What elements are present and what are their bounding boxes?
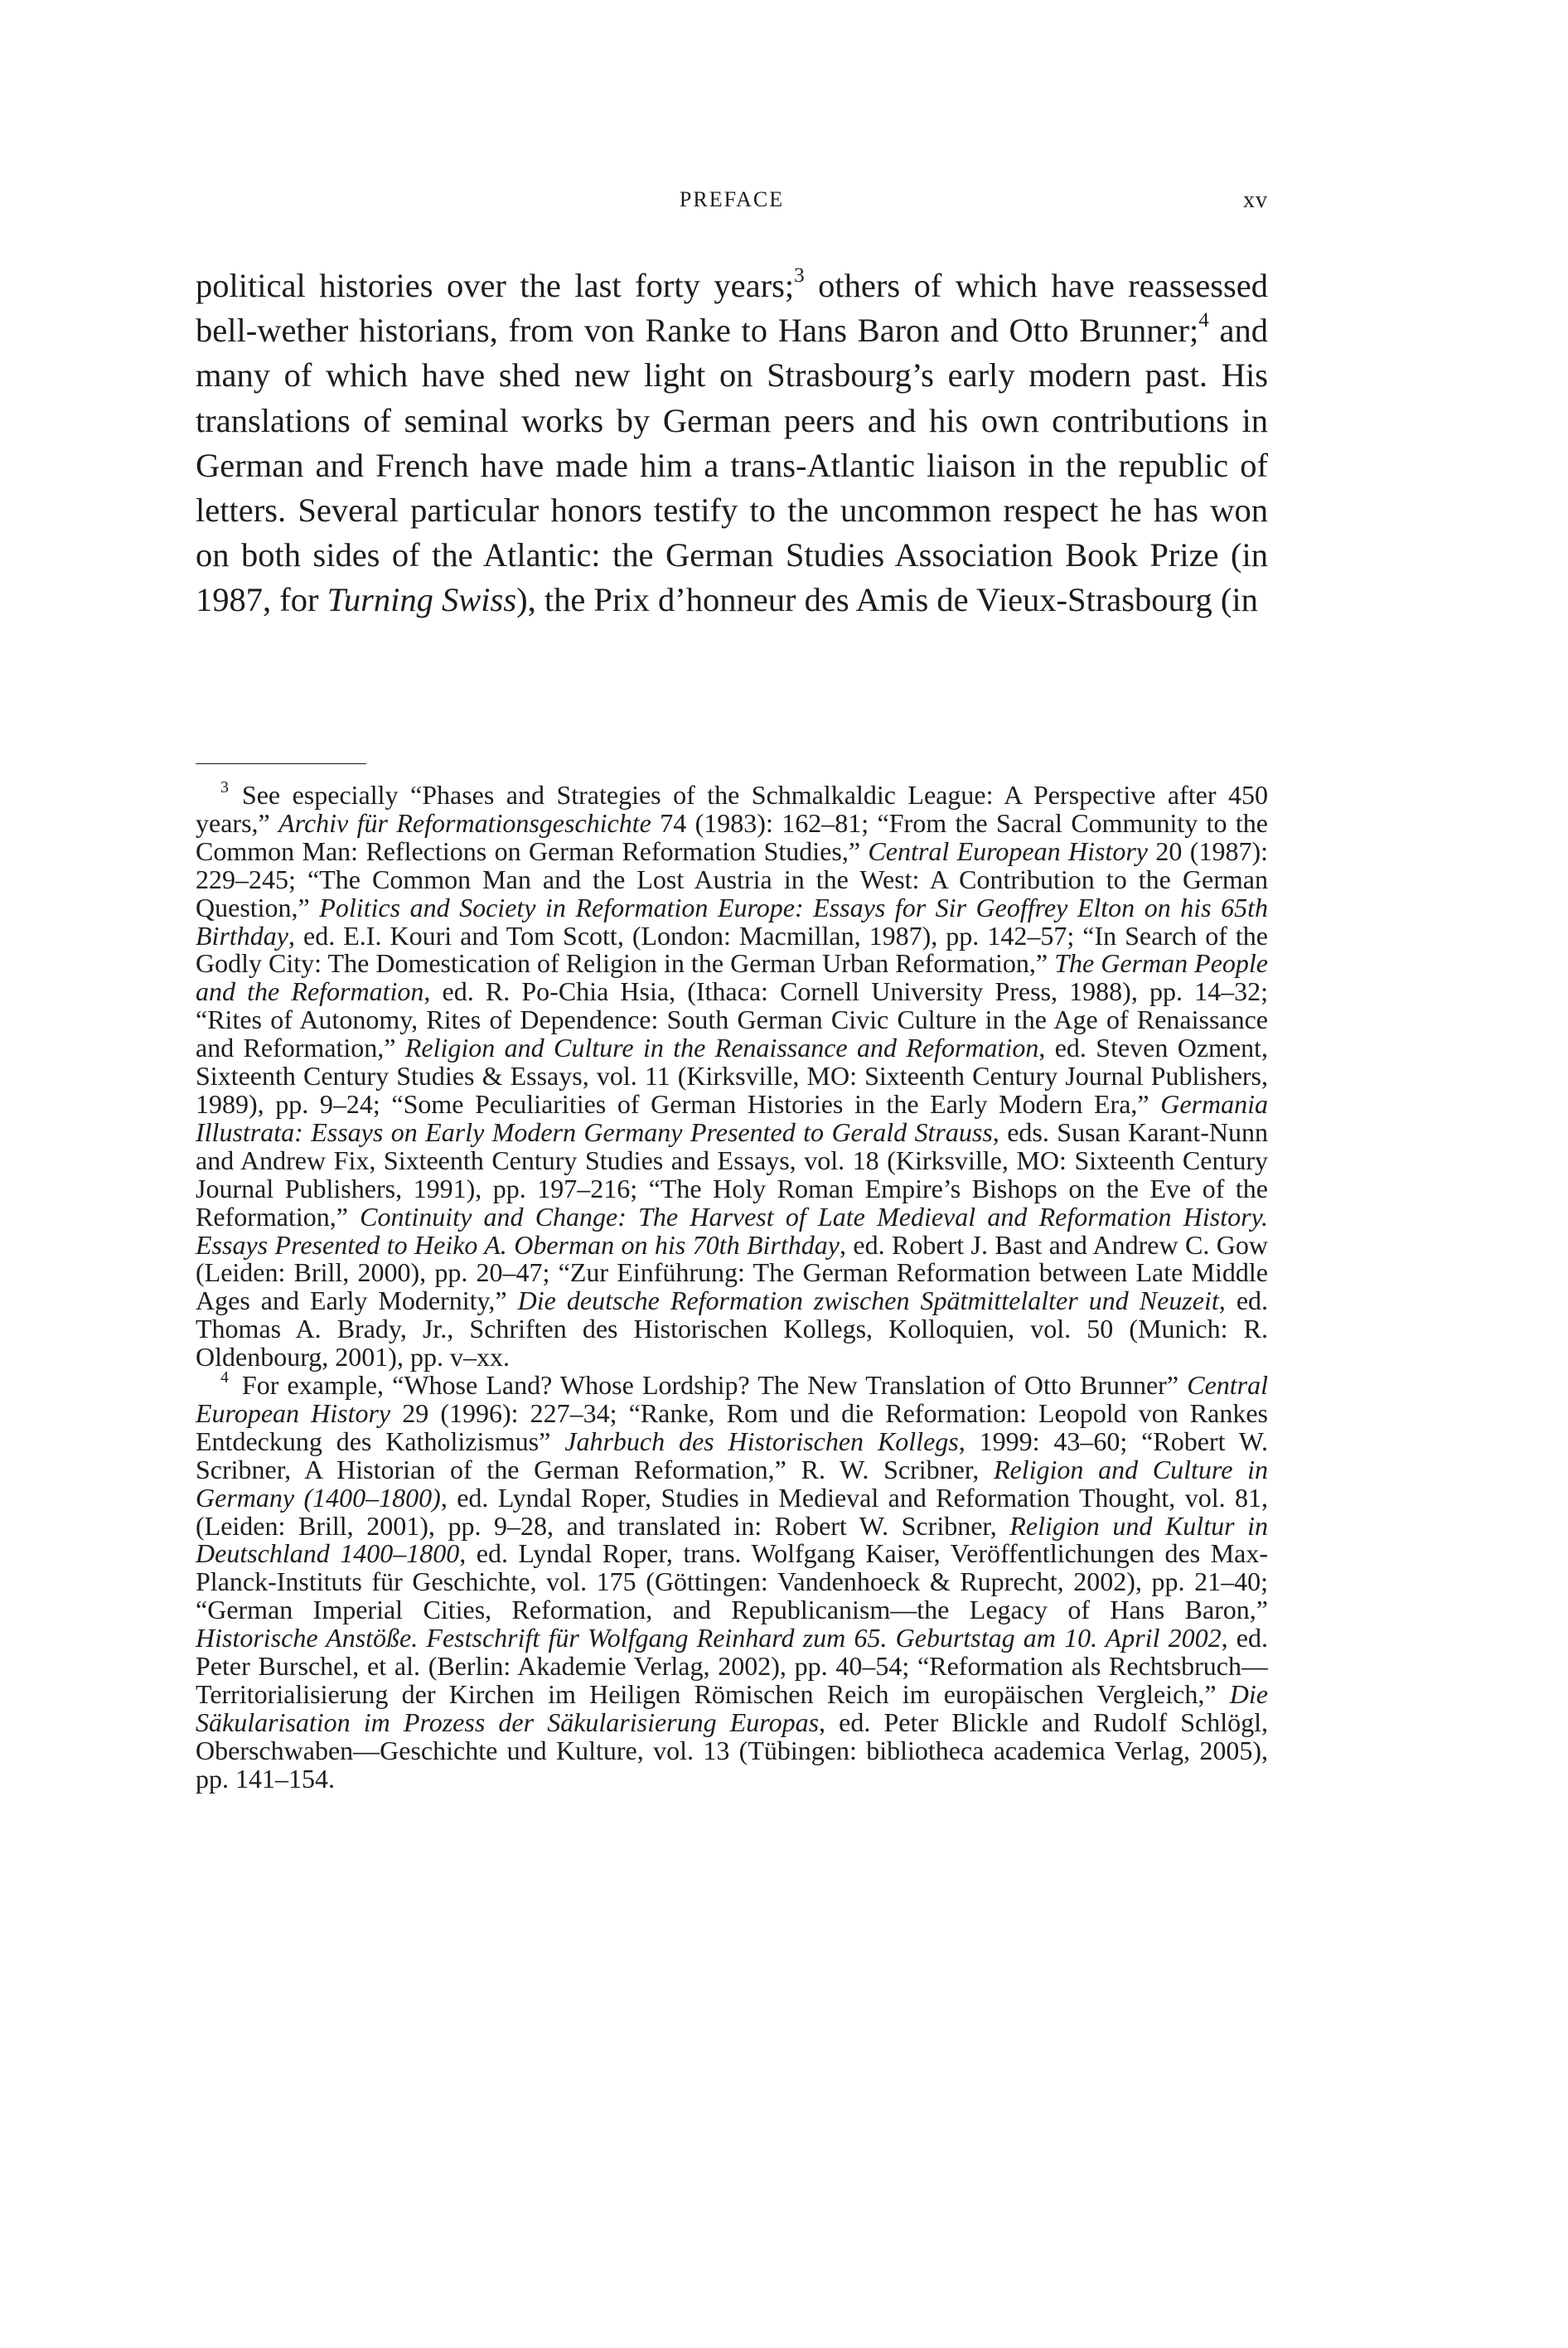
cited-title: Germania Illustrata: Essays on Early Modern Germany Presented to Gerald Strauss — [196, 1088, 1268, 1147]
footnote-text-run: , 1999: 43–60; “Robert W. Scribner, A Historian of the German Reformation,” R. W. Scribner, — [196, 1426, 1269, 1484]
footnote-number: 3 — [220, 777, 229, 796]
footnote-separator — [196, 763, 366, 764]
footnote-number: 4 — [220, 1368, 229, 1387]
cited-title: Die Säkularisation im Prozess der Säkularisierung Europas — [196, 1679, 1268, 1737]
cited-title: Archiv für Reformationsgeschichte — [278, 807, 651, 838]
footnote-text-run: , ed. Robert J. Bast and Andrew C. Gow (Leiden: Brill, 2000), pp. 20–47; “Zur Einführung: The German Reformation between Late Middle Ages and Early Modernity,” — [196, 1229, 1269, 1316]
running-head — [196, 187, 1268, 220]
cited-title: Religion and Culture in the Renaissance and Reformation — [404, 1033, 1039, 1063]
footnote-ref-3: 3 — [794, 264, 805, 287]
cited-title: The German People and the Reformation — [196, 948, 1269, 1007]
footnote-3 — [196, 777, 1269, 1372]
cited-title: Religion und Kultur in Deutschland 1400–1800 — [196, 1510, 1269, 1569]
footnote-text-run: , eds. Susan Karant-Nunn and Andrew Fix, Sixteenth Century Studies and Essays, vol. 18 (Kirksville, MO: Sixteenth Century Journal Publishers, 1991), pp. 197–216; “The Holy Roman Empire’s Bishops on the Eve of the Reformation,” — [196, 1116, 1269, 1232]
footnote-text-run: For example, “Whose Land? Whose Lordship? The New Translation of Otto Brunner” — [241, 1370, 1188, 1401]
page-number: xv — [1243, 187, 1268, 213]
cited-title: Die deutsche Reformation zwischen Spätmittelalter und Neuzeit — [517, 1285, 1219, 1316]
footnotes — [196, 777, 1269, 1794]
footnote-text-run: , ed. Peter Blickle and Rudolf Schlögl, Oberschwaben—Geschichte und Kulture, vol. 13 (Tübingen: bibliotheca academica Verlag, 2005), pp. 141–154. — [196, 1707, 1269, 1794]
footnote-text-run: 29 (1996): 227–34; “Ranke, Rom und die Reformation: Leopold von Rankes Entdeckung des Katholizismus” — [196, 1397, 1269, 1456]
body-paragraph — [196, 264, 1268, 623]
running-title: PREFACE — [679, 187, 785, 211]
footnote-text-run: , ed. R. Po-Chia Hsia, (Ithaca: Cornell University Press, 1988), pp. 14–32; “Rites of Autonomy, Rites of Dependence: South German Civic Culture in the Age of Renaissance and Reformation,” — [196, 976, 1269, 1063]
cited-title: Jahrbuch des Historischen Kollegs — [564, 1426, 959, 1456]
footnote-text-run: , ed. Steven Ozment, Sixteenth Century Studies & Essays, vol. 11 (Kirksville, MO: Sixteenth Century Journal Publishers, 1989), pp. 9–24; “Some Peculiarities of German Histories in the Early Modern Era,” — [196, 1033, 1269, 1119]
cited-title: Central European History — [196, 1370, 1268, 1428]
cited-title: Central European History — [868, 835, 1149, 866]
cited-title: Continuity and Change: The Harvest of Late Medieval and Reformation History. Essays Presented to Heiko A. Oberman on his 70th Birthday — [196, 1201, 1269, 1260]
footnote-text-run: , ed. Thomas A. Brady, Jr., Schriften des Historischen Kollegs, Kolloquien, vol. 50 (Munich: R. Oldenbourg, 2001), pp. v–xx. — [196, 1285, 1269, 1372]
footnote-text-run: 20 (1987): 229–245; “The Common Man and the Lost Austria in the West: A Contribution to the German Question,” — [196, 835, 1269, 922]
footnote-text-run: 74 (1983): 162–81; “From the Sacral Community to the Common Man: Reflections on German Reformation Studies,” — [196, 807, 1269, 866]
body-text-run: and many of which have shed new light on Strasbourg’s early modern past. His translations of seminal works by German peers and his own contributions in German and French have made him a trans-Atlantic liaison in the republic of letters. Several particular honors testify to the uncommon respect he has won on both sides of the Atlantic: the German Studies Association Book Prize (in 1987, for — [196, 312, 1268, 619]
footnote-text-run: , ed. E.I. Kouri and Tom Scott, (London: Macmillan, 1987), pp. 142–57; “In Search of the Godly City: The Domestication of Religion in the German Urban Reformation,” — [196, 920, 1268, 979]
book-title: Turning Swiss — [327, 581, 517, 619]
cited-title: Politics and Society in Reformation Europe: Essays for Sir Geoffrey Elton on his 65th Birthday — [196, 892, 1269, 951]
cited-title: Historische Anstöße. Festschrift für Wolfgang Reinhard zum 65. Geburtstag am 10. April 2002 — [196, 1623, 1222, 1653]
footnote-text-run: , ed. Lyndal Roper, Studies in Medieval and Reformation Thought, vol. 81, (Leiden: Brill, 2001), pp. 9–28, and translated in: Robert W. Scribner, — [196, 1482, 1269, 1541]
body-text-run: ), the Prix d’honneur des Amis de Vieux-Strasbourg (in — [516, 581, 1258, 619]
footnote-text-run: , ed. Lyndal Roper, trans. Wolfgang Kaiser, Veröffentlichungen des Max-Planck-Instituts für Geschichte, vol. 175 (Göttingen: Vandenhoeck & Ruprecht, 2002), pp. 21–40; “German Imperial Cities, Reformation, and Republicanism—the Legacy of Hans Baron,” — [196, 1538, 1269, 1625]
footnote-ref-4: 4 — [1198, 309, 1209, 332]
body-text-run: political histories over the last forty years; — [196, 267, 795, 304]
footnote-text-run: See especially “Phases and Strategies of the Schmalkaldic League: A Perspective after 450 years,” — [196, 780, 1268, 838]
footnote-4 — [196, 1368, 1269, 1794]
body-text-run: others of which have reassessed bell-wether historians, from von Ranke to Hans Baron and Otto Brunner; — [196, 267, 1268, 350]
cited-title: Religion and Culture in Germany (1400–1800) — [196, 1454, 1269, 1513]
footnote-text-run: , ed. Peter Burschel, et al. (Berlin: Akademie Verlag, 2002), pp. 40–54; “Reformation als Rechtsbruch—Territorialisierung der Kirchen im Heiligen Römischen Reich im europäischen Vergleich,” — [196, 1623, 1268, 1709]
